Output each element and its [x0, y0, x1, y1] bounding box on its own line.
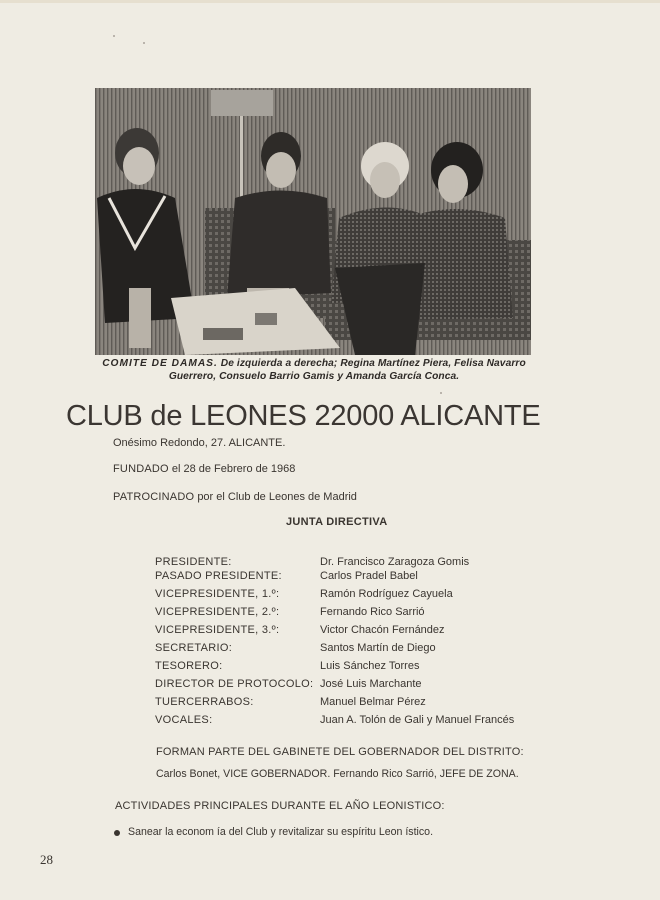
member-name: Luis Sánchez Torres — [320, 660, 420, 672]
club-address: Onésimo Redondo, 27. ALICANTE. — [113, 437, 286, 449]
caption-text: De izquierda a derecha; Regina Martínez Piera, Felisa Navarro Guerrero, Consuelo Barrio Gamis y Amanda García Conca. — [168, 358, 526, 382]
sponsored-line — [113, 491, 357, 503]
paper-speck — [440, 392, 442, 394]
member-name: Manuel Belmar Pérez — [320, 696, 426, 708]
paper-speck — [143, 42, 145, 44]
board-heading: JUNTA DIRECTIVA — [286, 516, 388, 528]
member-role: DIRECTOR DE PROTOCOLO: — [155, 678, 314, 690]
member-role: SECRETARIO: — [155, 642, 233, 654]
member-name: José Luis Marchante — [320, 678, 422, 690]
sponsored-text: por el Club de Leones de Madrid — [197, 491, 357, 503]
caption-lead: COMITE DE DAMAS. — [102, 358, 218, 369]
board-member-row — [155, 642, 535, 657]
page-title: CLUB de LEONES 22000 ALICANTE — [66, 400, 541, 432]
paper-speck — [113, 35, 115, 37]
member-role: PASADO PRESIDENTE: — [155, 570, 282, 582]
member-role: VOCALES: — [155, 714, 213, 726]
founded-line — [113, 463, 295, 475]
founded-text: el 28 de Febrero de 1968 — [171, 463, 296, 475]
board-member-row — [155, 556, 535, 571]
board-member-row — [155, 678, 535, 693]
member-role: TESORERO: — [155, 660, 223, 672]
member-role: VICEPRESIDENTE, 2.º: — [155, 606, 280, 618]
group-photo — [95, 88, 531, 355]
member-name: Carlos Pradel Babel — [320, 570, 418, 582]
member-role: VICEPRESIDENTE, 1.º: — [155, 588, 280, 600]
member-name: Victor Chacón Fernández — [320, 624, 445, 636]
member-name: Juan A. Tolón de Gali y Manuel Francés — [320, 714, 515, 726]
member-role: VICEPRESIDENTE, 3.º: — [155, 624, 280, 636]
board-member-row — [155, 624, 535, 639]
board-member-row — [155, 660, 535, 675]
founded-label: FUNDADO — [113, 463, 169, 475]
group-photo-image — [95, 88, 531, 355]
activity-item: Sanear la econom ía del Club y revitalizar su espíritu Leon ístico. — [128, 826, 434, 838]
member-role: TUERCERRABOS: — [155, 696, 254, 708]
member-name: Fernando Rico Sarrió — [320, 606, 425, 618]
cabinet-text: Carlos Bonet, VICE GOBERNADOR. Fernando Rico Sarrió, JEFE DE ZONA. — [156, 768, 519, 780]
board-member-row — [155, 714, 535, 729]
sponsored-label: PATROCINADO — [113, 491, 195, 503]
cabinet-heading: FORMAN PARTE DEL GABINETE DEL GOBERNADOR DEL DISTRITO: — [156, 746, 524, 758]
photo-caption — [84, 357, 544, 383]
member-name: Dr. Francisco Zaragoza Gomis — [320, 556, 470, 568]
board-member-row — [155, 588, 535, 603]
page-top-edge — [0, 0, 660, 3]
member-name: Ramón Rodríguez Cayuela — [320, 588, 453, 600]
board-member-row — [155, 696, 535, 711]
board-member-row — [155, 570, 535, 585]
activities-heading: ACTIVIDADES PRINCIPALES DURANTE EL AÑO LEONISTICO: — [115, 800, 445, 812]
page-number: 28 — [40, 852, 53, 867]
member-name: Santos Martín de Diego — [320, 642, 436, 654]
bullet-icon — [114, 830, 120, 836]
member-role: PRESIDENTE: — [155, 556, 232, 568]
board-member-row — [155, 606, 535, 621]
